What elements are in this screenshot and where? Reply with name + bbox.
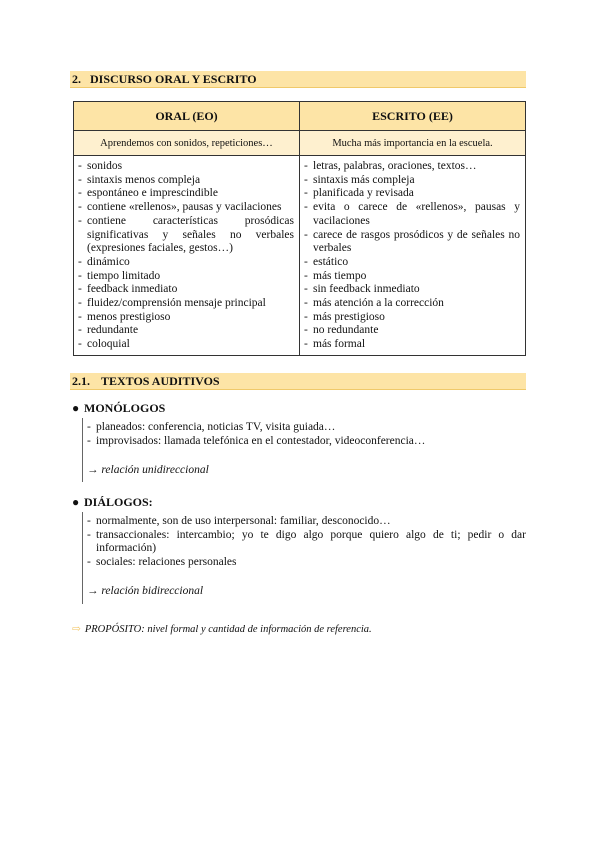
purpose-note	[72, 623, 372, 635]
dialogos-list-item: - transaccionales: intercambio; yo te digo algo porque quiero algo de ti; pedir o dar información)	[87, 529, 526, 556]
bullet-icon: ●	[72, 401, 80, 415]
escrito-list-item: - más tiempo	[304, 270, 520, 284]
escrito-list-item: - estático	[304, 256, 520, 270]
dialogos-title: DIÁLOGOS:	[84, 495, 153, 509]
dialogos-list-item: - normalmente, son de uso interpersonal: familiar, desconocido…	[87, 515, 526, 529]
oral-list-item: - menos prestigioso	[78, 311, 294, 325]
purpose-text: PROPÓSITO: nivel formal y cantidad de información de referencia.	[84, 624, 372, 635]
oral-list-item: - dinámico	[78, 256, 294, 270]
oral-list-item: - contiene características prosódicas significativas y señales no verbales (expresiones faciales, gestos…)	[78, 215, 294, 256]
dialogos-list	[87, 515, 526, 569]
escrito-list-item: - sin feedback inmediato	[304, 283, 520, 297]
escrito-list-item: - letras, palabras, oraciones, textos…	[304, 160, 520, 174]
escrito-list-item: - más prestigioso	[304, 311, 520, 325]
oral-list-item: - feedback inmediato	[78, 283, 294, 297]
oral-list-item: - tiempo limitado	[78, 270, 294, 284]
monologos-heading	[72, 401, 165, 416]
dialogos-heading	[72, 495, 153, 510]
dialogos-list-item: - sociales: relaciones personales	[87, 556, 526, 570]
escrito-list-item: - evita o carece de «rellenos», pausas y vacilaciones	[304, 201, 520, 228]
oral-list-item: - redundante	[78, 324, 294, 338]
subheader-oral: Aprendemos con sonidos, repeticiones…	[74, 131, 300, 156]
oral-list	[78, 160, 294, 352]
comparison-table	[73, 101, 526, 356]
oral-list-item: - coloquial	[78, 338, 294, 352]
monologos-list-item: - planeados: conferencia, noticias TV, visita guiada…	[87, 421, 526, 435]
oral-list-item: - fluidez/comprensión mensaje principal	[78, 297, 294, 311]
escrito-column	[300, 156, 526, 356]
escrito-list-item: - planificada y revisada	[304, 187, 520, 201]
subheader-escrito: Mucha más importancia en la escuela.	[300, 131, 526, 156]
escrito-list-item: - carece de rasgos prosódicos y de señales no verbales	[304, 229, 520, 256]
dialogos-relation-text: relación bidireccional	[101, 585, 204, 597]
section-title: DISCURSO ORAL Y ESCRITO	[90, 72, 257, 86]
monologos-relation	[87, 463, 526, 477]
subsection-number: 2.1.	[72, 374, 90, 388]
subsection-title: TEXTOS AUDITIVOS	[101, 374, 220, 388]
header-oral: ORAL (EO)	[74, 102, 300, 131]
oral-list-item: - sonidos	[78, 160, 294, 174]
monologos-block	[82, 418, 526, 482]
subsection-heading	[70, 373, 526, 390]
section-number: 2.	[72, 72, 81, 86]
escrito-list-item: - sintaxis más compleja	[304, 174, 520, 188]
right-arrow-icon: →	[87, 464, 99, 476]
monologos-title: MONÓLOGOS	[84, 401, 166, 415]
monologos-relation-text: relación unidireccional	[101, 464, 209, 476]
oral-list-item: - sintaxis menos compleja	[78, 174, 294, 188]
monologos-list-item: - improvisados: llamada telefónica en el contestador, videoconferencia…	[87, 435, 526, 449]
escrito-list-item: - más formal	[304, 338, 520, 352]
right-arrow-icon: →	[87, 585, 99, 597]
dialogos-relation	[87, 584, 526, 598]
monologos-list	[87, 421, 526, 448]
hollow-arrow-icon: ⇨	[72, 624, 81, 635]
escrito-list	[304, 160, 520, 352]
oral-list-item: - contiene «rellenos», pausas y vacilaciones	[78, 201, 294, 215]
header-escrito: ESCRITO (EE)	[300, 102, 526, 131]
dialogos-block	[82, 512, 526, 604]
oral-column	[74, 156, 300, 356]
bullet-icon: ●	[72, 495, 80, 509]
oral-list-item: - espontáneo e imprescindible	[78, 187, 294, 201]
section-heading	[70, 71, 526, 88]
escrito-list-item: - no redundante	[304, 324, 520, 338]
escrito-list-item: - más atención a la corrección	[304, 297, 520, 311]
